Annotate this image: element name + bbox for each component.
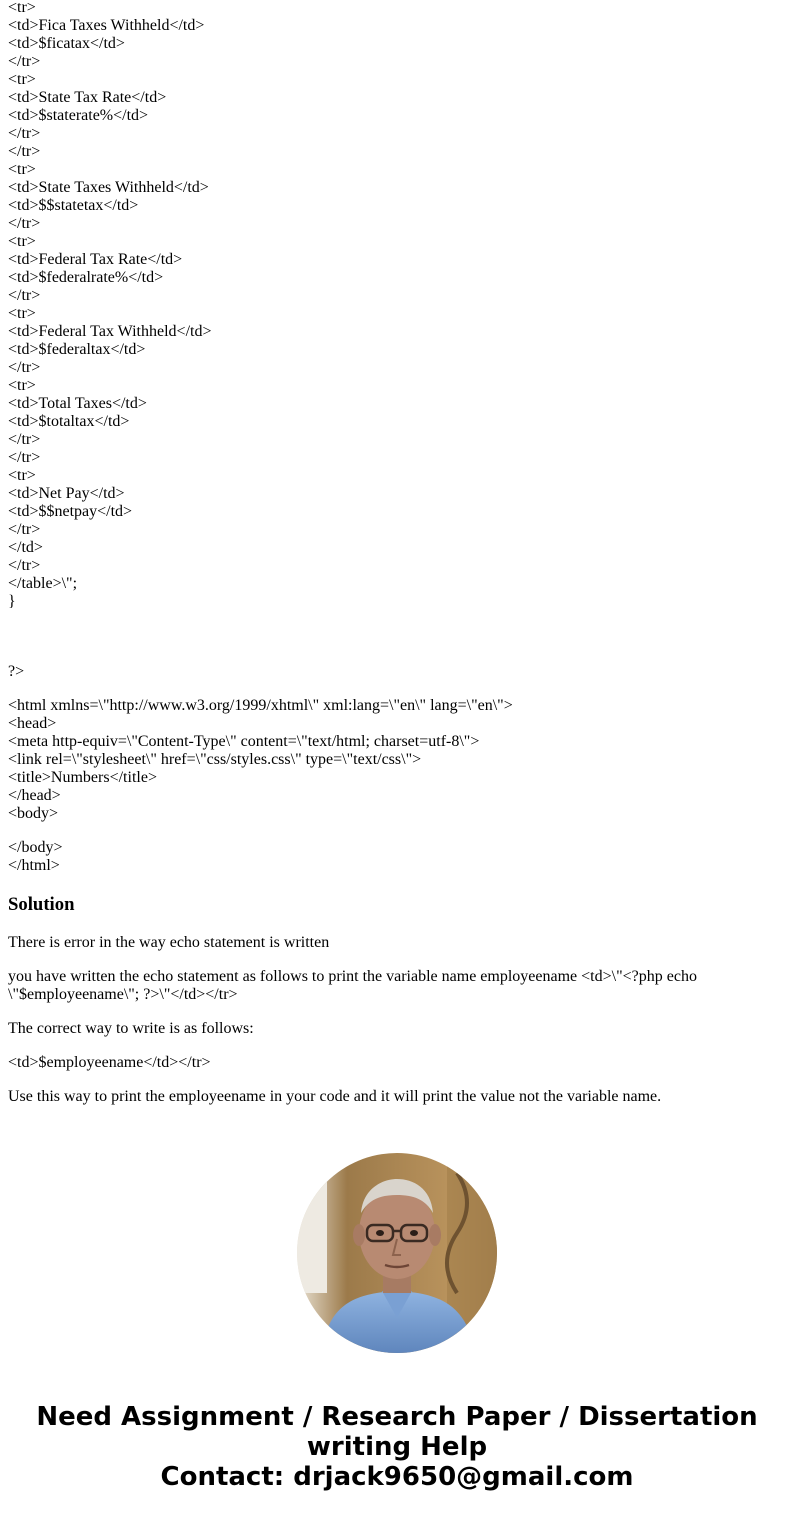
code-line: </tr> xyxy=(8,431,41,448)
code-line: </tr> xyxy=(8,359,41,376)
code-line: <td>$totaltax</td> xyxy=(8,413,130,430)
code-line: ?> xyxy=(8,663,25,680)
code-line: </tr> xyxy=(8,53,41,70)
code-line: <td>Federal Tax Rate</td> xyxy=(8,251,183,268)
code-line: </td> xyxy=(8,539,43,556)
code-line: <td>State Tax Rate</td> xyxy=(8,89,167,106)
solution-paragraph: The correct way to write is as follows: xyxy=(8,1020,254,1037)
solution-paragraph: There is error in the way echo statement is written xyxy=(8,934,330,951)
code-line: <td>$$netpay</td> xyxy=(8,503,133,520)
code-line: <td>$staterate%</td> xyxy=(8,107,149,124)
code-line: </tr> xyxy=(8,215,41,232)
code-line: <td>Net Pay</td> xyxy=(8,485,125,502)
code-line: } xyxy=(8,593,16,610)
code-block-html-head xyxy=(8,697,788,823)
code-line: <td>Fica Taxes Withheld</td> xyxy=(8,17,205,34)
code-line: <body> xyxy=(8,805,59,822)
code-line: </tr> xyxy=(8,143,41,160)
person-photo-icon xyxy=(297,1153,497,1353)
promo-contact: Contact: drjack9650@gmail.com xyxy=(160,1462,634,1492)
code-line: <tr> xyxy=(8,71,36,88)
code-line: <tr> xyxy=(8,377,36,394)
code-line: <tr> xyxy=(8,0,36,16)
solution-heading: Solution xyxy=(8,894,75,915)
code-line: </tr> xyxy=(8,521,41,538)
code-line: </tr> xyxy=(8,125,41,142)
code-line: <td>$$statetax</td> xyxy=(8,197,139,214)
code-line: <td>Federal Tax Withheld</td> xyxy=(8,323,212,340)
code-line: <td>Total Taxes</td> xyxy=(8,395,147,412)
code-line: </html> xyxy=(8,857,60,874)
code-block-html-close xyxy=(8,839,788,875)
code-line: <head> xyxy=(8,715,57,732)
solution-paragraph: you have written the echo statement as follows to print the variable name employeename <td>\"<?php echo \"$employeename\"; ?>\"</td></tr> xyxy=(8,968,697,1003)
code-line: <tr> xyxy=(8,161,36,178)
code-line: <td>$federaltax</td> xyxy=(8,341,146,358)
code-block-table-rows xyxy=(8,0,788,611)
code-line: <td>$federalrate%</td> xyxy=(8,269,164,286)
promo-banner xyxy=(0,1402,794,1492)
solution-paragraph: Use this way to print the employeename in your code and it will print the value not the variable name. xyxy=(8,1088,662,1105)
code-line: <html xmlns=\"http://www.w3.org/1999/xhtml\" xml:lang=\"en\" lang=\"en\"> xyxy=(8,697,513,714)
code-line: </table>\"; xyxy=(8,575,78,592)
solution-paragraph: <td>$employeename</td></tr> xyxy=(8,1054,211,1071)
code-line: </head> xyxy=(8,787,61,804)
code-line: <tr> xyxy=(8,305,36,322)
code-line: </tr> xyxy=(8,287,41,304)
code-line: <link rel=\"stylesheet\" href=\"css/styles.css\" type=\"text/css\"> xyxy=(8,751,422,768)
promo-line: Need Assignment / Research Paper / Dissertation xyxy=(36,1402,758,1432)
promo-line: writing Help xyxy=(306,1432,488,1462)
code-line: <td>$ficatax</td> xyxy=(8,35,125,52)
code-line: </tr> xyxy=(8,557,41,574)
code-line: </body> xyxy=(8,839,63,856)
code-line: <tr> xyxy=(8,233,36,250)
code-line: </tr> xyxy=(8,449,41,466)
code-line: <td>State Taxes Withheld</td> xyxy=(8,179,209,196)
avatar xyxy=(297,1153,497,1353)
code-block-php-close xyxy=(8,663,788,681)
code-line: <meta http-equiv=\"Content-Type\" content=\"text/html; charset=utf-8\"> xyxy=(8,733,480,750)
code-line: <title>Numbers</title> xyxy=(8,769,157,786)
code-line: <tr> xyxy=(8,467,36,484)
